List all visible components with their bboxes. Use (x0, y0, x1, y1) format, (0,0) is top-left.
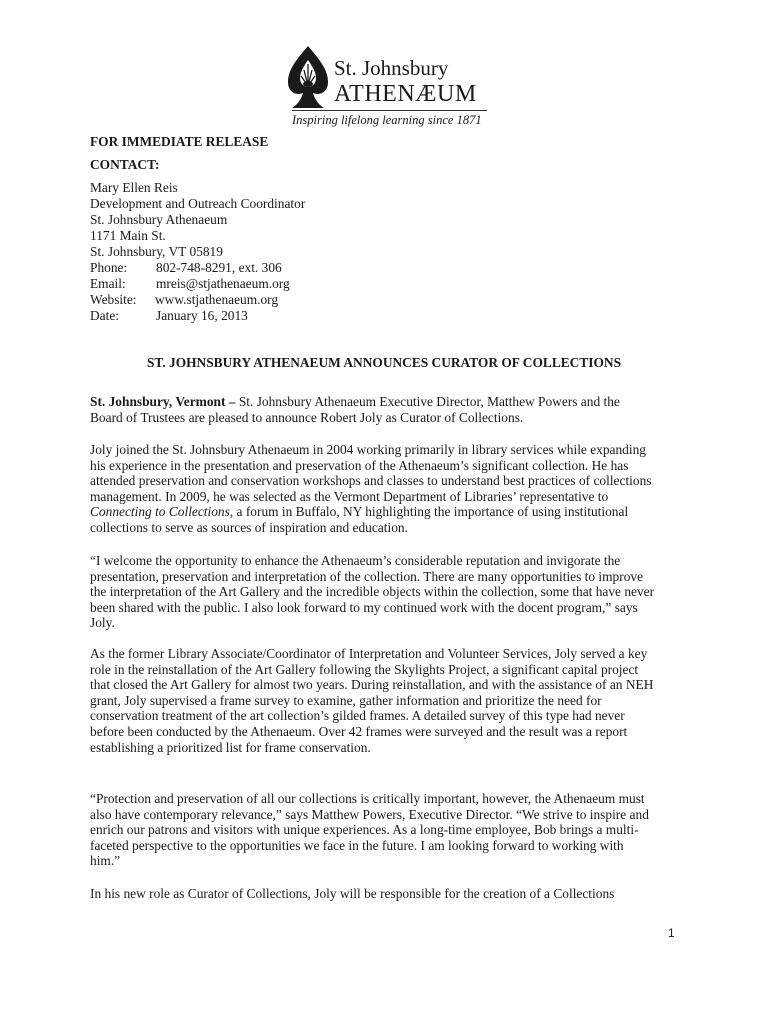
release-label: FOR IMMEDIATE RELEASE (90, 134, 269, 149)
p4-line-3: that closed the Art Gallery for almost two years. During reinstallation, and with the assistance of an NEH (90, 677, 654, 693)
logo-divider (292, 110, 487, 111)
p4-line-2: role in the reinstallation of the Art Gallery following the Skylights Project, a significant capital project (90, 661, 639, 677)
p2-line-3: attended preservation and conservation workshops and classes to understand best practices of collections (90, 473, 652, 489)
paragraph-6 (90, 886, 680, 902)
paragraph-1 (90, 394, 680, 425)
p3-line-5: Joly. (90, 615, 115, 631)
paragraph-3 (90, 553, 680, 631)
p4-line-5: conservation treatment of the art collection’s gilded frames. A detailed survey of this type had never (90, 708, 625, 724)
p2-line-1: Joly joined the St. Johnsbury Athenaeum in 2004 working primarily in library services while expanding (90, 442, 646, 457)
paragraph-4 (90, 646, 680, 755)
p5-line-5: him.” (90, 853, 121, 869)
contact-street: 1171 Main St. (90, 228, 166, 243)
contact-name: Mary Ellen Reis (90, 180, 178, 195)
paragraph-2 (90, 442, 680, 536)
contact-website-row (90, 292, 305, 308)
contact-block (90, 180, 305, 324)
email-link[interactable]: mreis@stjathenaeum.org (156, 276, 290, 291)
date-label: Date: (90, 308, 119, 323)
p4-line-1: As the former Library Associate/Coordinator of Interpretation and Volunteer Services, Joly served a key (90, 646, 648, 661)
contact-title: Development and Outreach Coordinator (90, 196, 306, 211)
page-number: 1 (668, 926, 675, 940)
logo-tagline: Inspiring lifelong learning since 1871 (292, 113, 482, 127)
p4-line-6: before been conducted by the Athenaeum. Over 42 frames were surveyed and the result was a report (90, 723, 628, 739)
p3-line-1: “I welcome the opportunity to enhance the Athenaeum’s considerable reputation and invigorate the (90, 553, 621, 568)
logo-name: St. Johnsbury (334, 56, 449, 80)
p5-line-4: faceted perspective to the opportunities we face in the future. I am looking forward to working with (90, 837, 624, 853)
p4-line-4: grant, Joly supervised a frame survey to examine, gather information and prioritize the need for (90, 692, 602, 708)
phone-label: Phone: (90, 260, 128, 275)
headline: ST. JOHNSBURY ATHENAEUM ANNOUNCES CURATOR OF COLLECTIONS (146, 355, 622, 370)
website-link[interactable]: www.stjathenaeum.org (155, 292, 279, 307)
contact-email-row (90, 276, 305, 292)
contact-city: St. Johnsbury, VT 05819 (90, 244, 223, 259)
dateline: St. Johnsbury, Vermont – (90, 394, 236, 409)
p2-line-5: , a forum in Buffalo, NY highlighting the importance of using institutional (229, 504, 629, 520)
p3-line-3: the interpretation of the Art Gallery and the incredible objects within the collection, some that have never (90, 584, 655, 600)
email-label: Email: (90, 276, 126, 291)
paragraph-5 (90, 791, 680, 869)
logo-subtitle: ATHENÆUM (334, 81, 477, 107)
p1-line-1: St. Johnsbury Athenaeum Executive Director, Matthew Powers and the (235, 394, 620, 409)
p3-line-2: presentation, preservation and interpretation of the collection. There are many opportunities to improve (90, 568, 644, 584)
website-label: Website: (90, 292, 137, 307)
p2-line-2: his experience in the presentation and preservation of the Athenaeum’s significant collection. He has (90, 457, 629, 473)
p5-line-1: “Protection and preservation of all our collections is critically important, however, the Athenaeum must (90, 791, 645, 806)
phone-value: 802-748-8291, ext. 306 (156, 260, 282, 275)
p1-line-2: Board of Trustees are pleased to announce Robert Joly as Curator of Collections. (90, 409, 524, 425)
p2-line-4: management. In 2009, he was selected as the Vermont Department of Libraries’ representative to (90, 488, 609, 504)
p2-line-6: collections to serve as sources of inspiration and education. (90, 519, 408, 535)
contact-date-row (90, 308, 305, 324)
forum-title: Connecting to Collections (90, 504, 230, 520)
contact-heading: CONTACT: (90, 157, 160, 172)
spade-emblem-icon (286, 44, 330, 110)
contact-phone-row (90, 260, 305, 276)
p6-line-1: In his new role as Curator of Collections, Joly will be responsible for the creation of a Collections (90, 886, 615, 901)
p5-line-2: also have contemporary relevance,” says Matthew Powers, Executive Director. “We strive to inspire and (90, 806, 649, 822)
contact-org: St. Johnsbury Athenaeum (90, 212, 228, 227)
date-value: January 16, 2013 (156, 308, 248, 323)
p3-line-4: been shared with the public. I also look forward to my continued work with the docent program,” says (90, 599, 638, 615)
athenaeum-logo (286, 44, 496, 130)
p5-line-3: enrich our patrons and visitors with unique experiences. As a long-time employee, Bob brings a multi- (90, 822, 639, 838)
p4-line-7: establishing a prioritized list for frame conservation. (90, 739, 371, 755)
